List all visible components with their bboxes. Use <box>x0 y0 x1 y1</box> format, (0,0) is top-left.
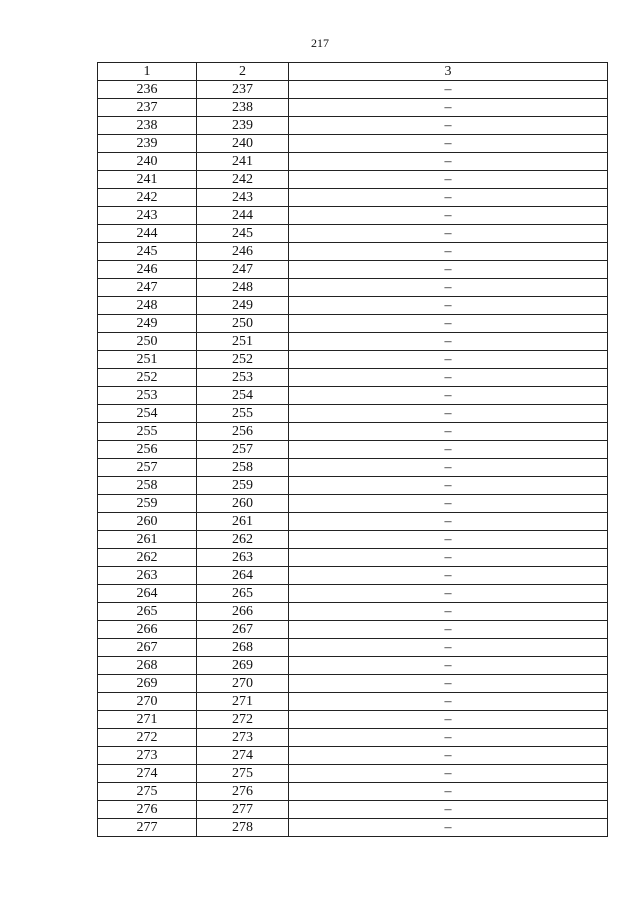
table-cell-col-2: 255 <box>197 405 289 423</box>
table-cell-col-3: – <box>289 171 608 189</box>
table-row <box>98 603 608 621</box>
table-cell-col-1: 273 <box>98 747 197 765</box>
table-cell-col-1: 237 <box>98 99 197 117</box>
column-header-3: 3 <box>289 63 608 81</box>
table-row <box>98 675 608 693</box>
table-cell-col-1: 277 <box>98 819 197 837</box>
table-cell-col-2: 274 <box>197 747 289 765</box>
table-cell-col-3: – <box>289 135 608 153</box>
table-cell-col-1: 238 <box>98 117 197 135</box>
table-cell-col-2: 242 <box>197 171 289 189</box>
table-cell-col-1: 243 <box>98 207 197 225</box>
table-cell-col-1: 257 <box>98 459 197 477</box>
table-cell-col-1: 266 <box>98 621 197 639</box>
table-cell-col-3: – <box>289 405 608 423</box>
table-row <box>98 711 608 729</box>
table-row <box>98 135 608 153</box>
table-cell-col-2: 275 <box>197 765 289 783</box>
table-cell-col-2: 272 <box>197 711 289 729</box>
table-row <box>98 477 608 495</box>
table-cell-col-1: 259 <box>98 495 197 513</box>
table-cell-col-3: – <box>289 423 608 441</box>
table-cell-col-2: 247 <box>197 261 289 279</box>
table-cell-col-1: 252 <box>98 369 197 387</box>
table-cell-col-1: 246 <box>98 261 197 279</box>
table-cell-col-2: 237 <box>197 81 289 99</box>
table-cell-col-1: 236 <box>98 81 197 99</box>
table-row <box>98 567 608 585</box>
table-row <box>98 747 608 765</box>
table-row <box>98 279 608 297</box>
table-row <box>98 315 608 333</box>
table-cell-col-3: – <box>289 495 608 513</box>
table-cell-col-3: – <box>289 351 608 369</box>
table-cell-col-1: 256 <box>98 441 197 459</box>
table-cell-col-3: – <box>289 369 608 387</box>
table-cell-col-1: 269 <box>98 675 197 693</box>
table-cell-col-1: 267 <box>98 639 197 657</box>
table-row <box>98 531 608 549</box>
table-cell-col-3: – <box>289 459 608 477</box>
table-cell-col-2: 240 <box>197 135 289 153</box>
table-cell-col-3: – <box>289 153 608 171</box>
table-row <box>98 153 608 171</box>
table-cell-col-2: 273 <box>197 729 289 747</box>
table-cell-col-2: 271 <box>197 693 289 711</box>
table-cell-col-2: 238 <box>197 99 289 117</box>
table-cell-col-1: 244 <box>98 225 197 243</box>
table-cell-col-1: 272 <box>98 729 197 747</box>
table-cell-col-1: 250 <box>98 333 197 351</box>
table-cell-col-2: 270 <box>197 675 289 693</box>
table-cell-col-3: – <box>289 99 608 117</box>
table-cell-col-1: 264 <box>98 585 197 603</box>
table-cell-col-1: 268 <box>98 657 197 675</box>
table-cell-col-1: 241 <box>98 171 197 189</box>
table-cell-col-3: – <box>289 333 608 351</box>
table-body <box>98 81 608 837</box>
table-cell-col-2: 266 <box>197 603 289 621</box>
table-cell-col-3: – <box>289 513 608 531</box>
table-cell-col-3: – <box>289 297 608 315</box>
table-cell-col-3: – <box>289 675 608 693</box>
table-cell-col-3: – <box>289 729 608 747</box>
table-cell-col-1: 254 <box>98 405 197 423</box>
table-cell-col-2: 260 <box>197 495 289 513</box>
table-cell-col-3: – <box>289 81 608 99</box>
table-cell-col-2: 253 <box>197 369 289 387</box>
table-cell-col-3: – <box>289 639 608 657</box>
column-header-1: 1 <box>98 63 197 81</box>
table-cell-col-1: 263 <box>98 567 197 585</box>
table-cell-col-3: – <box>289 801 608 819</box>
table-header <box>98 63 608 81</box>
table-row <box>98 585 608 603</box>
table-cell-col-2: 262 <box>197 531 289 549</box>
table-cell-col-2: 267 <box>197 621 289 639</box>
table-cell-col-3: – <box>289 819 608 837</box>
page-number: 217 <box>311 36 329 50</box>
table-row <box>98 423 608 441</box>
table-cell-col-3: – <box>289 225 608 243</box>
header-row <box>98 63 608 81</box>
table-cell-col-1: 258 <box>98 477 197 495</box>
table-cell-col-3: – <box>289 783 608 801</box>
table-row <box>98 117 608 135</box>
table-row <box>98 81 608 99</box>
table-cell-col-3: – <box>289 117 608 135</box>
table-row <box>98 639 608 657</box>
table-row <box>98 405 608 423</box>
table-cell-col-1: 245 <box>98 243 197 261</box>
table-cell-col-1: 265 <box>98 603 197 621</box>
table-cell-col-2: 244 <box>197 207 289 225</box>
table-cell-col-2: 239 <box>197 117 289 135</box>
column-header-2: 2 <box>197 63 289 81</box>
table-cell-col-1: 276 <box>98 801 197 819</box>
table-cell-col-1: 251 <box>98 351 197 369</box>
table-cell-col-2: 276 <box>197 783 289 801</box>
table-cell-col-2: 245 <box>197 225 289 243</box>
table-cell-col-2: 277 <box>197 801 289 819</box>
table-row <box>98 189 608 207</box>
table-row <box>98 819 608 837</box>
table-cell-col-1: 249 <box>98 315 197 333</box>
table-cell-col-3: – <box>289 747 608 765</box>
table-cell-col-1: 239 <box>98 135 197 153</box>
table-cell-col-2: 256 <box>197 423 289 441</box>
table-cell-col-3: – <box>289 657 608 675</box>
table-cell-col-1: 275 <box>98 783 197 801</box>
table-cell-col-3: – <box>289 531 608 549</box>
table-cell-col-1: 253 <box>98 387 197 405</box>
table-cell-col-3: – <box>289 279 608 297</box>
table-cell-col-2: 250 <box>197 315 289 333</box>
table-row <box>98 171 608 189</box>
table-row <box>98 801 608 819</box>
table-row <box>98 621 608 639</box>
table-cell-col-3: – <box>289 765 608 783</box>
table-row <box>98 513 608 531</box>
table-cell-col-1: 261 <box>98 531 197 549</box>
table-cell-col-2: 268 <box>197 639 289 657</box>
table-row <box>98 369 608 387</box>
table-cell-col-3: – <box>289 567 608 585</box>
table-row <box>98 351 608 369</box>
table-cell-col-2: 241 <box>197 153 289 171</box>
table-cell-col-3: – <box>289 693 608 711</box>
table-cell-col-2: 251 <box>197 333 289 351</box>
table-row <box>98 459 608 477</box>
table-row <box>98 765 608 783</box>
table-row <box>98 333 608 351</box>
table-cell-col-1: 248 <box>98 297 197 315</box>
table-cell-col-2: 249 <box>197 297 289 315</box>
table-cell-col-2: 243 <box>197 189 289 207</box>
table-cell-col-3: – <box>289 711 608 729</box>
table-row <box>98 441 608 459</box>
table-cell-col-1: 270 <box>98 693 197 711</box>
table-cell-col-1: 255 <box>98 423 197 441</box>
table-cell-col-2: 269 <box>197 657 289 675</box>
table-row <box>98 783 608 801</box>
table-cell-col-3: – <box>289 189 608 207</box>
table-cell-col-2: 252 <box>197 351 289 369</box>
table-row <box>98 495 608 513</box>
table-row <box>98 297 608 315</box>
table-cell-col-1: 271 <box>98 711 197 729</box>
table-row <box>98 261 608 279</box>
table-cell-col-1: 242 <box>98 189 197 207</box>
table-cell-col-2: 254 <box>197 387 289 405</box>
table-cell-col-3: – <box>289 585 608 603</box>
table-cell-col-2: 248 <box>197 279 289 297</box>
table-cell-col-2: 258 <box>197 459 289 477</box>
table-row <box>98 657 608 675</box>
table-cell-col-3: – <box>289 387 608 405</box>
table-cell-col-3: – <box>289 207 608 225</box>
table-row <box>98 225 608 243</box>
table-row <box>98 387 608 405</box>
table-cell-col-2: 264 <box>197 567 289 585</box>
table-cell-col-3: – <box>289 441 608 459</box>
table-cell-col-3: – <box>289 603 608 621</box>
table-cell-col-1: 240 <box>98 153 197 171</box>
table-cell-col-3: – <box>289 315 608 333</box>
table-cell-col-2: 259 <box>197 477 289 495</box>
table-row <box>98 549 608 567</box>
table-cell-col-3: – <box>289 549 608 567</box>
table-row <box>98 693 608 711</box>
table-cell-col-1: 247 <box>98 279 197 297</box>
table-cell-col-3: – <box>289 261 608 279</box>
table-cell-col-2: 246 <box>197 243 289 261</box>
table-cell-col-1: 262 <box>98 549 197 567</box>
table-cell-col-3: – <box>289 621 608 639</box>
table-cell-col-2: 278 <box>197 819 289 837</box>
table-cell-col-1: 274 <box>98 765 197 783</box>
table-row <box>98 729 608 747</box>
table-cell-col-3: – <box>289 243 608 261</box>
table-row <box>98 243 608 261</box>
table-cell-col-1: 260 <box>98 513 197 531</box>
table-cell-col-2: 263 <box>197 549 289 567</box>
table-cell-col-3: – <box>289 477 608 495</box>
table-cell-col-2: 265 <box>197 585 289 603</box>
table-row <box>98 207 608 225</box>
table-cell-col-2: 261 <box>197 513 289 531</box>
table-row <box>98 99 608 117</box>
data-table <box>97 62 608 837</box>
table-cell-col-2: 257 <box>197 441 289 459</box>
